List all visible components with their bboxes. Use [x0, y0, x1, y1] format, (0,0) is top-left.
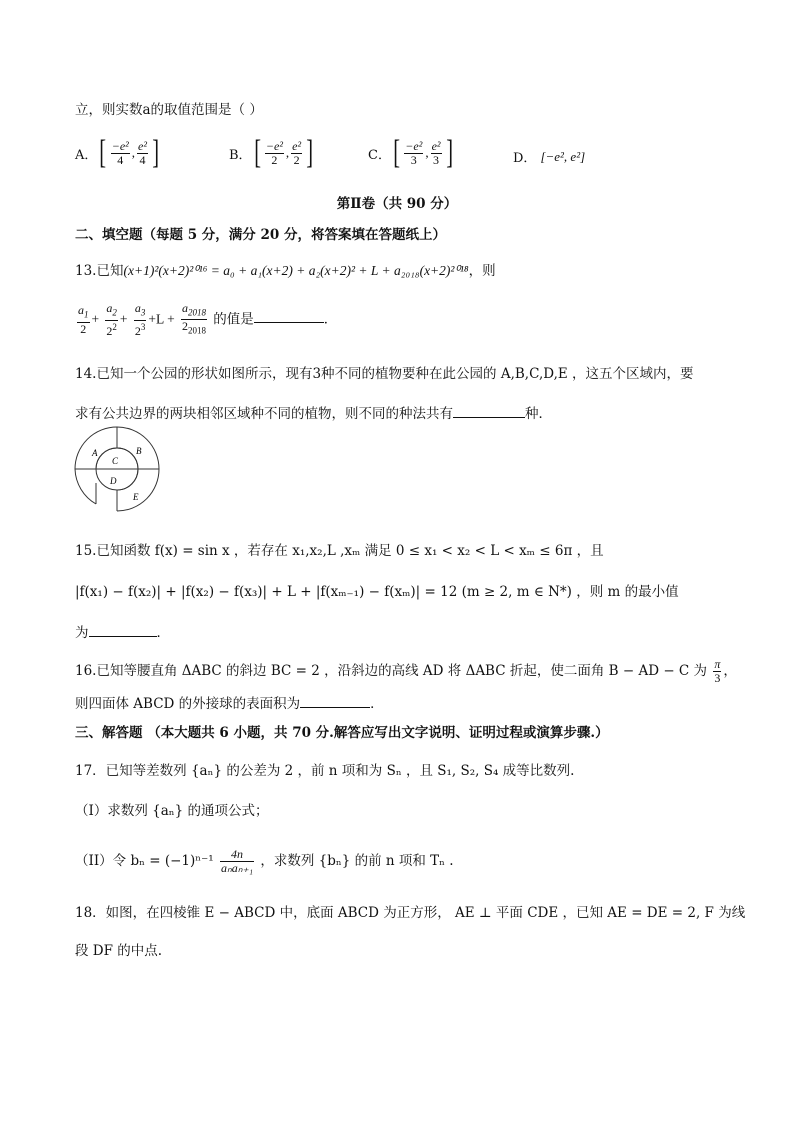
q14-line2: 求有公共边界的两块相邻区域种不同的植物，则不同的种法共有 种．	[75, 406, 552, 422]
q18-line2: 段 DF 的中点.	[75, 943, 163, 959]
q18-line1: 18．如图，在四棱锥 E − ABCD 中，底面 ABCD 为正方形， AE ⊥ 平面 CDE ，已知 AE = DE = 2, F 为线	[75, 905, 746, 921]
q15-line2: |f(x₁) − f(x₂)| + |f(x₂) − f(x₃)| + L + |f(xₘ₋₁) − f(xₘ)| = 12 (m ≥ 2, m ∈ N*) ，则 m 的最小值	[75, 584, 679, 600]
park-left-bottom-arc	[75, 469, 96, 504]
region-label-a: A	[92, 448, 98, 458]
section2-title: 二、填空题（每题 5 分，满分 20 分，将答案填在答题纸上）	[75, 227, 446, 243]
q16-angle-fraction: $\frac{\pi}{3}$	[714, 657, 721, 685]
q17-part1: （I）求数列 {aₙ} 的通项公式；	[75, 803, 269, 819]
region-label-d: D	[110, 476, 117, 486]
option-c: C． [ $\frac{\text{−e²}}{3}$ , $\frac{\text{e²}}{3}$ ]	[368, 134, 453, 171]
part2-title: 第Ⅱ卷（共 90 分）	[336, 196, 458, 212]
q17-line1: 17．已知等差数列 {aₙ} 的公差为 2 ，前 n 项和为 Sₙ ，且 S₁, S₂, S₄ 成等比数列.	[75, 763, 575, 779]
section3-title: 三、解答题 （本大题共 6 小题，共 70 分.解答应写出文字说明、证明过程或演算步骤.）	[75, 725, 609, 741]
q14-answer-blank[interactable]	[453, 405, 525, 418]
q13-line1: 13.已知(x+1)²(x+2)²⁰¹⁶ = a₀ + a₁(x+2) + a₂(x+2)² + L + a₂₀₁₈(x+2)²⁰¹⁸，则	[75, 263, 496, 279]
option-a-label: A．	[75, 147, 98, 163]
q12-stem: 立，则实数a的取值范围是（ ）	[75, 102, 263, 118]
option-d-expr: [−e², e²]	[540, 148, 586, 164]
q16-line2: 则四面体 ABCD 的外接球的表面积为 ．	[75, 696, 384, 712]
q15-answer-blank[interactable]	[89, 624, 157, 637]
q13-answer-blank[interactable]	[254, 310, 324, 323]
park-figure	[72, 418, 164, 518]
q13-line2: $\frac{a_1}{2}$ + $\frac{a_2}{2^2}$ + $\frac{a_3}{2^3}$ +L + $\frac{a_{2018}}{2_{2018}}$ 的值是 ．	[78, 301, 338, 338]
option-d-label: D．	[513, 151, 537, 166]
option-d	[513, 147, 585, 166]
q16-line1: 16.已知等腰直角 ΔABC 的斜边 BC = 2 ，沿斜边的高线 AD 将 ΔABC 折起，使二面角 B − AD − C 为 $\frac{\pi}{3}$ ，	[75, 657, 737, 685]
q15-line1: 15.已知函数 f(x) = sin x ，若存在 x₁,x₂,L ,xₘ 满足 0 ≤ x₁ < x₂ < L < xₘ ≤ 6π ，且	[75, 543, 604, 559]
q14-line1: 14.已知一个公园的形状如图所示，现有3种不同的植物要种在此公园的 A,B,C,D,E ，这五个区域内，要	[75, 366, 694, 382]
option-a: A． [ $\frac{\text{−e²}}{4}$ , $\frac{\text{e²}}{4}$ ]	[75, 134, 159, 171]
q13-expansion: (x+1)²(x+2)²⁰¹⁶ = a₀ + a₁(x+2) + a₂(x+2)² + L + a₂₀₁₈(x+2)²⁰¹⁸	[123, 263, 469, 278]
q17-fraction: $\frac{4n}{\text{aₙaₙ₊₁}}$	[220, 847, 254, 875]
region-label-c: C	[112, 456, 119, 466]
region-label-e: E	[133, 492, 139, 502]
park-outer-bottom-arc	[117, 469, 159, 511]
q16-answer-blank[interactable]	[300, 695, 370, 708]
option-b: B． [ $\frac{\text{−e²}}{2}$ , $\frac{\text{e²}}{2}$ ]	[229, 134, 314, 171]
option-c-label: C．	[368, 147, 391, 163]
region-label-b: B	[136, 446, 142, 456]
q15-line3: 为 ．	[75, 625, 170, 641]
option-b-label: B．	[229, 147, 252, 163]
q17-part2: （II）令 bₙ = (−1)ⁿ⁻¹ $\frac{4n}{\text{aₙaₙ₊₁}}$ ，求数列 {bₙ} 的前 n 项和 Tₙ .	[75, 847, 454, 875]
